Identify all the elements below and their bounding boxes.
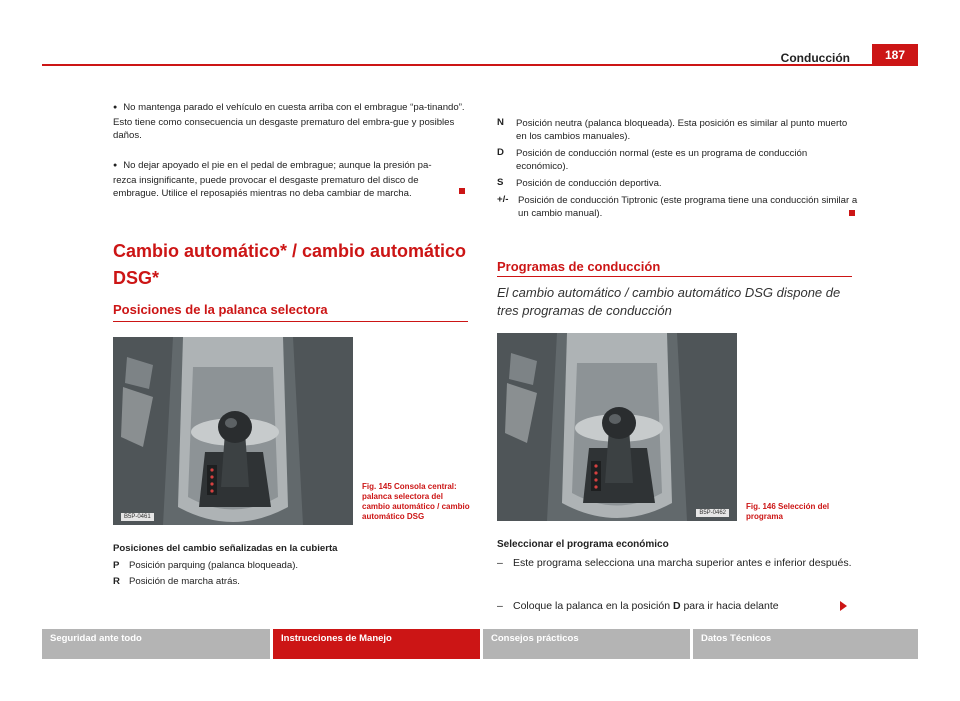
page-number: 187 — [872, 44, 918, 66]
programs-intro: El cambio automático / cambio automático DSG dispone de tres programas de conducción — [497, 285, 841, 318]
dash-icon: – — [497, 557, 503, 569]
subsection-title: Posiciones de la palanca selectora — [113, 302, 328, 317]
step-b — [497, 599, 857, 613]
step-a-text: Este programa selecciona una marcha superior antes e inferior después. — [513, 557, 852, 569]
bullet-dot-icon — [113, 102, 123, 113]
position-s-key: S — [497, 177, 504, 188]
bullet-2-text: No dejar apoyado el pie en el pedal de embrague; aunque la presión pa-rezca insignificante, puede provocar el desgaste prematuro del disco de embrague. Utilice el reposapiés mientras no deba cambiar de marcha. — [113, 160, 432, 199]
position-r-text: Posición de marcha atrás. — [129, 576, 240, 587]
position-n-text: Posición neutra (palanca bloqueada). Esta posición es similar al punto muerto en los cambios manuales). — [516, 118, 848, 142]
bullet-2 — [113, 159, 453, 201]
position-d-text: Posición de conducción normal (este es un programa de conducción económico). — [516, 148, 808, 172]
program-selection-illustration — [497, 333, 737, 521]
end-square-icon — [459, 188, 465, 194]
step-b-key: D — [672, 600, 681, 612]
tab-consejos[interactable]: Consejos prácticos — [483, 629, 690, 659]
step-a — [497, 556, 857, 570]
gear-lever-illustration — [113, 337, 353, 525]
position-s-text: Posición de conducción deportiva. — [516, 178, 662, 189]
section-title: Cambio automático* / cambio automático DSG* — [113, 241, 467, 288]
step-b-prefix: Coloque la palanca en la posición — [513, 600, 673, 612]
position-tiptronic-text: Posición de conducción Tiptronic (este programa tiene una conducción similar a un cambio manual). — [518, 195, 858, 219]
end-square-icon — [849, 210, 855, 216]
header-title: Conducción — [780, 51, 850, 65]
position-p — [113, 559, 453, 573]
dash-icon: – — [497, 600, 503, 612]
figure-146-caption: Fig. 146 Selección del programa — [746, 502, 830, 521]
programs-title: Programas de conducción — [497, 259, 661, 274]
tab-seguridad[interactable]: Seguridad ante todo — [42, 629, 270, 659]
figure-145-photo — [113, 337, 353, 525]
position-r — [113, 575, 453, 589]
continue-arrow-icon — [840, 601, 847, 611]
positions-heading: Posiciones del cambio señalizadas en la cubierta — [113, 543, 338, 554]
position-n-key: N — [497, 117, 504, 128]
bullet-1 — [113, 101, 467, 143]
eco-heading: Seleccionar el programa económico — [497, 539, 669, 550]
figure-146-photo — [497, 333, 737, 521]
bullet-dot-icon — [113, 160, 123, 171]
bullet-1-text: No mantenga parado el vehículo en cuesta arriba con el embrague “pa-tinando”. Esto tiene como consecuencia un desgaste prematuro del embra-gue y posibles daños. — [113, 102, 465, 141]
figure-145-caption: Fig. 145 Consola central: palanca selectora del cambio automático / cambio automático DSG — [362, 482, 470, 521]
position-p-text: Posición parquing (palanca bloqueada). — [129, 560, 299, 571]
tab-datos[interactable]: Datos Técnicos — [693, 629, 918, 659]
figure-145-code: B5P-0461 — [121, 513, 154, 521]
position-p-key: P — [113, 560, 120, 571]
figure-146-code: B5P-0462 — [696, 509, 729, 517]
step-b-line — [513, 599, 857, 613]
subsection-rule — [113, 321, 468, 322]
programs-rule — [497, 276, 852, 277]
position-r-key: R — [113, 576, 120, 587]
position-d-key: D — [497, 147, 504, 158]
position-tiptronic-key: +/- — [497, 194, 509, 205]
tab-instrucciones[interactable]: Instrucciones de Manejo — [273, 629, 480, 659]
step-b-suffix: para ir hacia delante — [680, 600, 779, 612]
